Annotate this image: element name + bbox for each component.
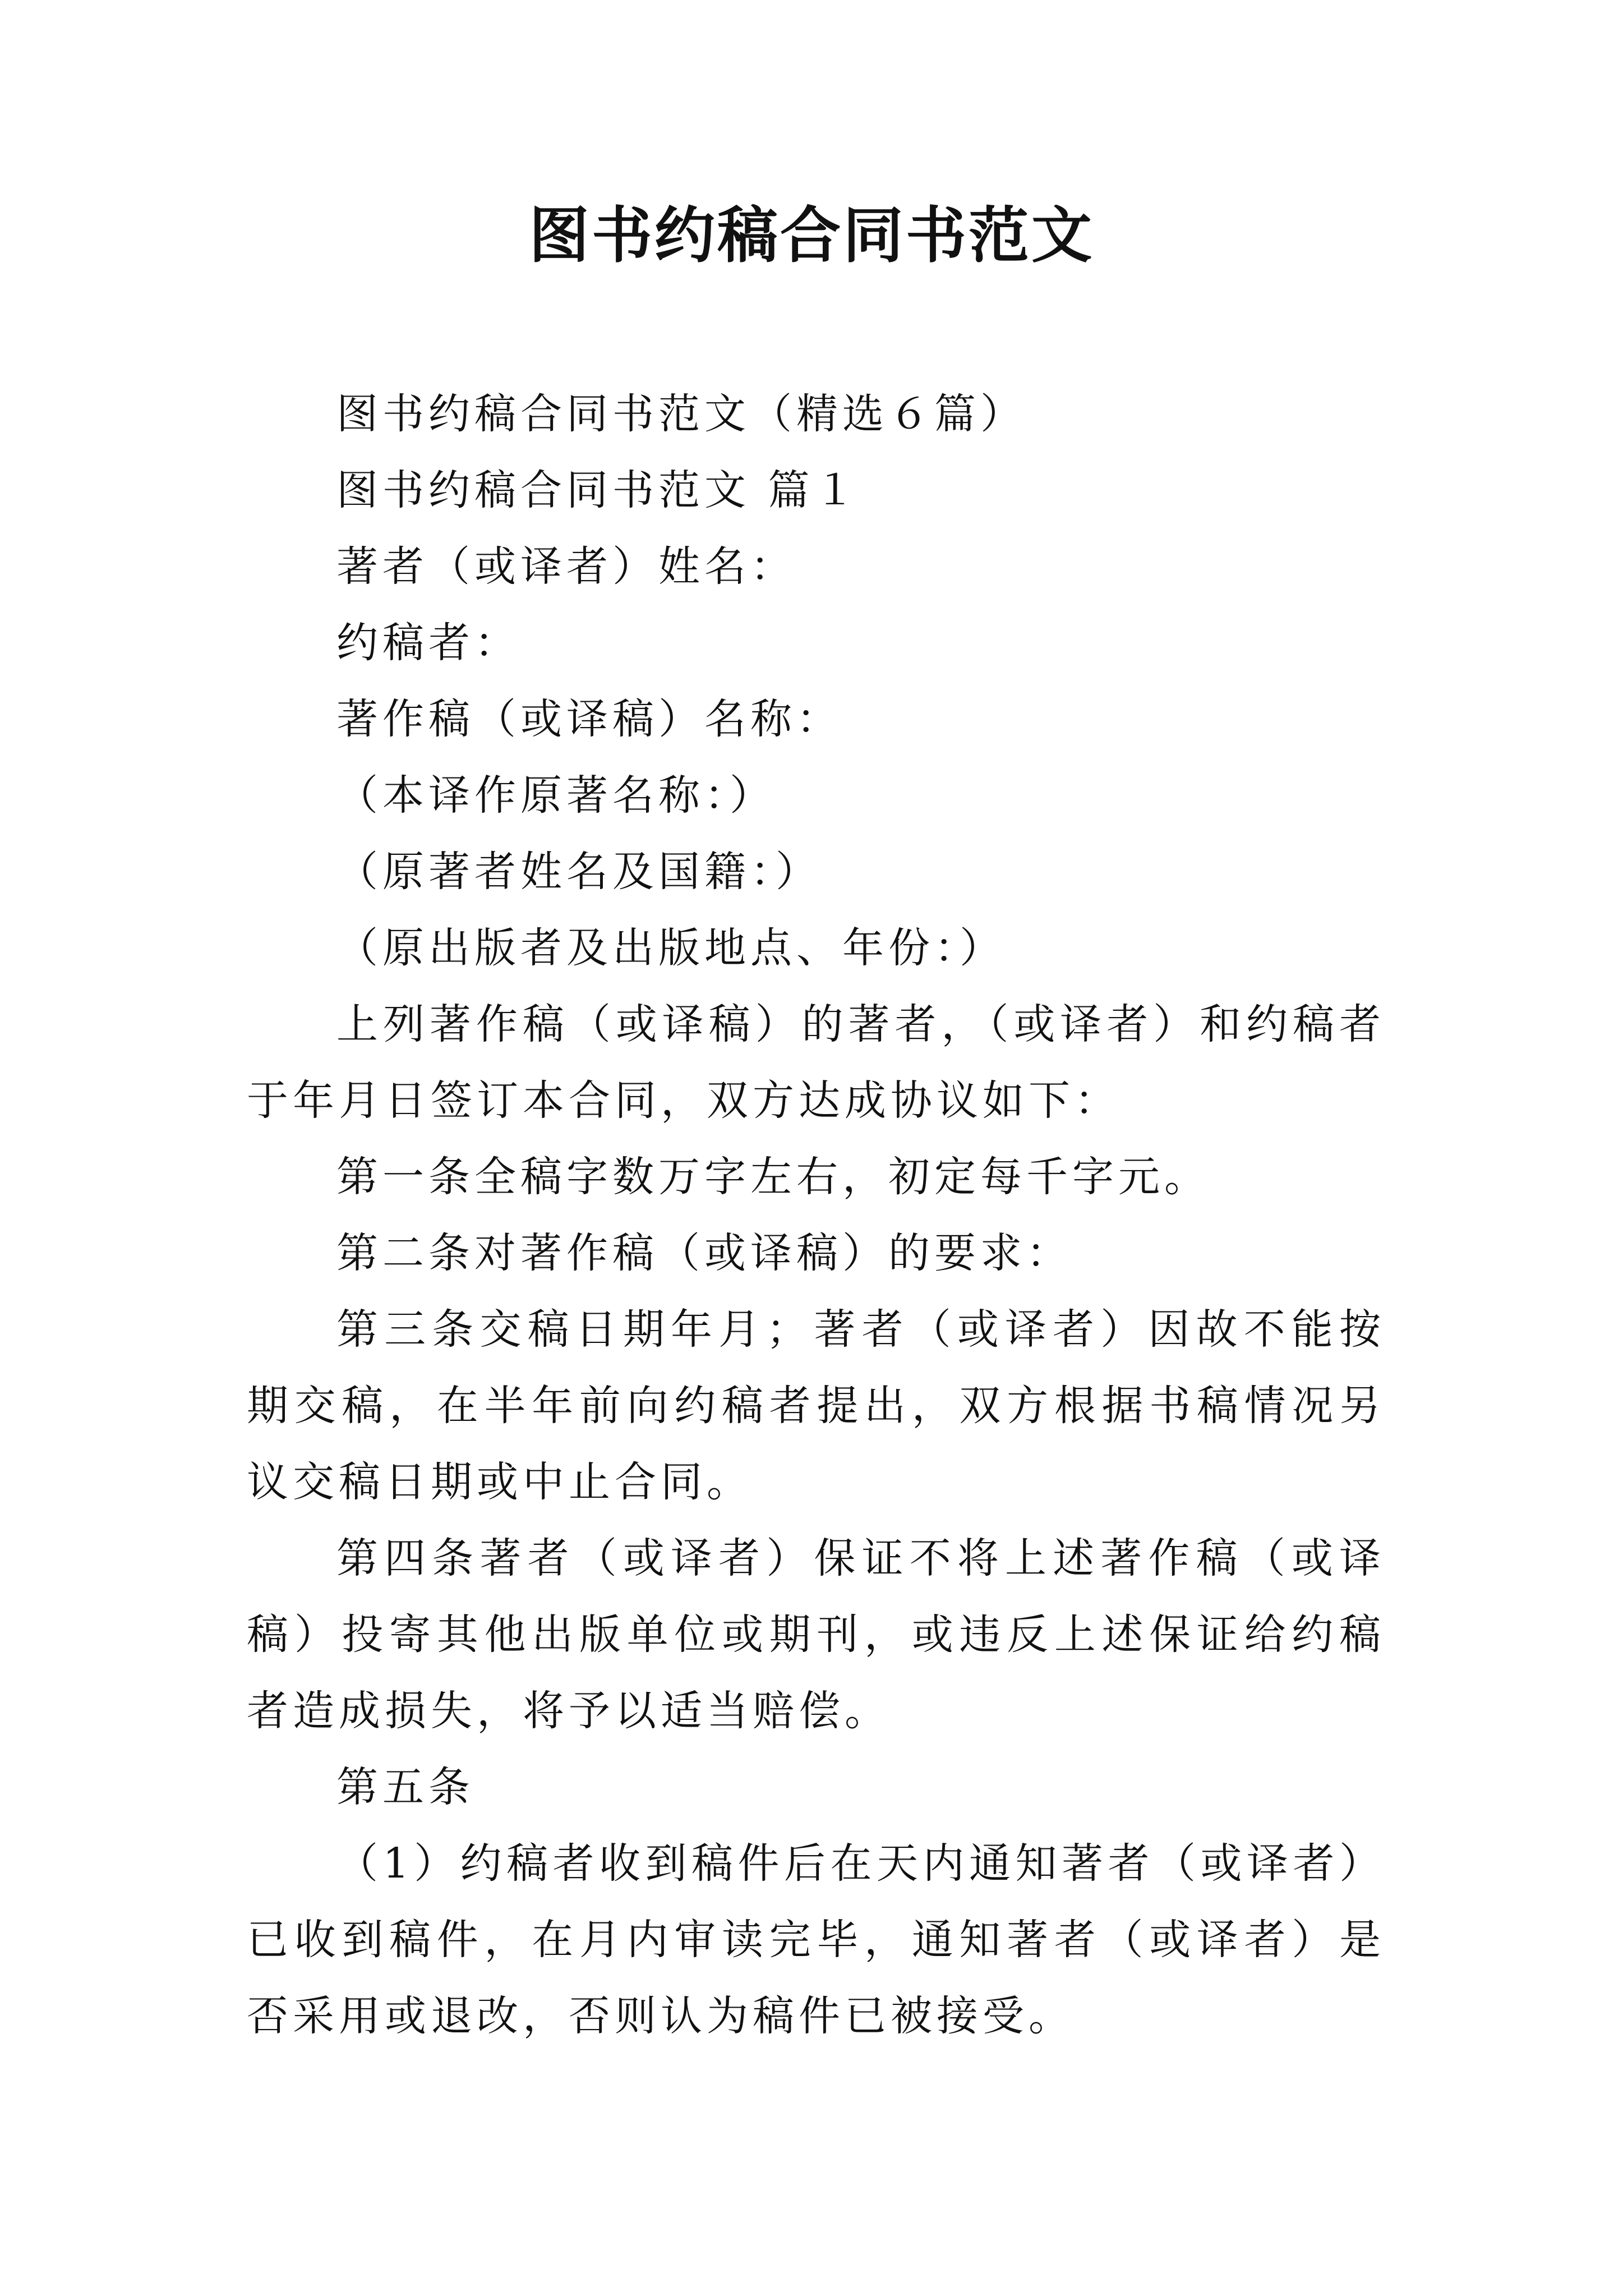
paragraph-article-5-item-1: （1）约稿者收到稿件后在天内通知著者（或译者）已收到稿件，在月内审读完毕，通知著者（或译者）是否采用或退改，否则认为稿件已被接受。 <box>247 1839 1385 2040</box>
document-body <box>247 376 1385 2054</box>
paragraph-article-2: 第二条对著作稿（或译稿）的要求： <box>336 1229 1072 1277</box>
paragraph-section-heading: 图书约稿合同书范文 篇１ <box>336 466 860 514</box>
paragraph-article-5: 第五条 <box>336 1763 474 1811</box>
paragraph-subtitle: 图书约稿合同书范文（精选６篇） <box>336 390 1026 438</box>
paragraph-agreement-intro: 上列著作稿（或译稿）的著者，（或译者）和约稿者于年月日签订本合同，双方达成协议如下： <box>247 1000 1385 1125</box>
paragraph-work-title: 著作稿（或译稿）名称： <box>336 695 842 743</box>
document-title: 图书约稿合同书范文 <box>528 200 1094 271</box>
paragraph-article-3: 第三条交稿日期年月；著者（或译者）因故不能按期交稿，在半年前向约稿者提出，双方根据书稿情况另议交稿日期或中止合同。 <box>247 1305 1385 1506</box>
paragraph-original-title: （本译作原著名称：） <box>336 771 776 820</box>
paragraph-article-4: 第四条著者（或译者）保证不将上述著作稿（或译稿）投寄其他出版单位或期刊，或违反上述保证给约稿者造成损失，将予以适当赔偿。 <box>247 1534 1385 1735</box>
paragraph-commissioner: 约稿者： <box>336 619 520 667</box>
paragraph-original-publisher: （原出版者及出版地点、年份：） <box>336 924 1006 972</box>
paragraph-original-author: （原著者姓名及国籍：） <box>336 848 822 896</box>
paragraph-article-1: 第一条全稿字数万字左右，初定每千字元。 <box>336 1153 1210 1201</box>
paragraph-author-name: 著者（或译者）姓名： <box>336 542 796 591</box>
